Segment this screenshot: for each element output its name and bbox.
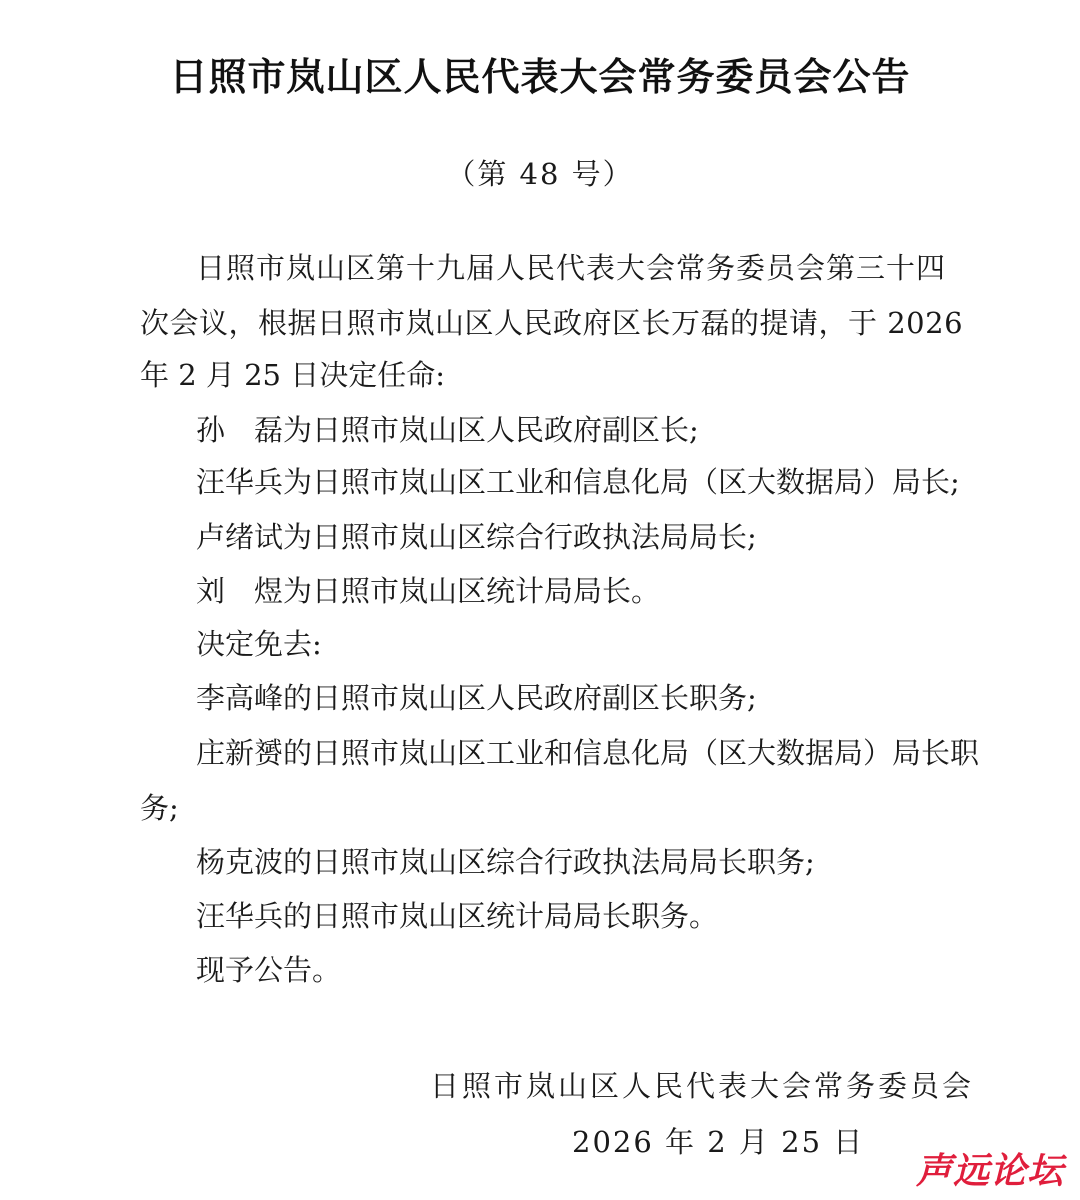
paragraph-line: 次会议，根据日照市岚山区人民政府区长万磊的提请，于 2026: [140, 306, 964, 340]
paragraph-line: 日照市岚山区第十九届人民代表大会常务委员会第三十四: [196, 251, 947, 285]
issue-date: 2026 年 2 月 25 日: [572, 1125, 865, 1159]
document-title: 日照市岚山区人民代表大会常务委员会公告: [169, 55, 911, 99]
appointment-item: 刘 煜为日照市岚山区统计局局长。: [196, 574, 661, 608]
appointment-item: 卢绪试为日照市岚山区综合行政执法局局长;: [196, 520, 757, 554]
document-number: （第 48 号）: [446, 157, 634, 191]
removal-heading: 决定免去:: [196, 627, 322, 661]
appointment-item: 孙 磊为日照市岚山区人民政府副区长;: [196, 413, 699, 447]
issuer-signature: 日照市岚山区人民代表大会常务委员会: [430, 1069, 975, 1103]
removal-item: 务;: [140, 791, 179, 825]
forum-watermark: 声远论坛: [915, 1151, 1064, 1192]
closing-text: 现予公告。: [196, 953, 342, 987]
removal-item: 汪华兵的日照市岚山区统计局局长职务。: [196, 899, 719, 933]
removal-item: 庄新赟的日照市岚山区工业和信息化局（区大数据局）局长职: [196, 736, 980, 770]
appointment-item: 汪华兵为日照市岚山区工业和信息化局（区大数据局）局长;: [196, 465, 960, 499]
paragraph-line: 年 2 月 25 日决定任命:: [140, 358, 445, 392]
removal-item: 李高峰的日照市岚山区人民政府副区长职务;: [196, 681, 757, 715]
removal-item: 杨克波的日照市岚山区综合行政执法局局长职务;: [196, 845, 815, 879]
